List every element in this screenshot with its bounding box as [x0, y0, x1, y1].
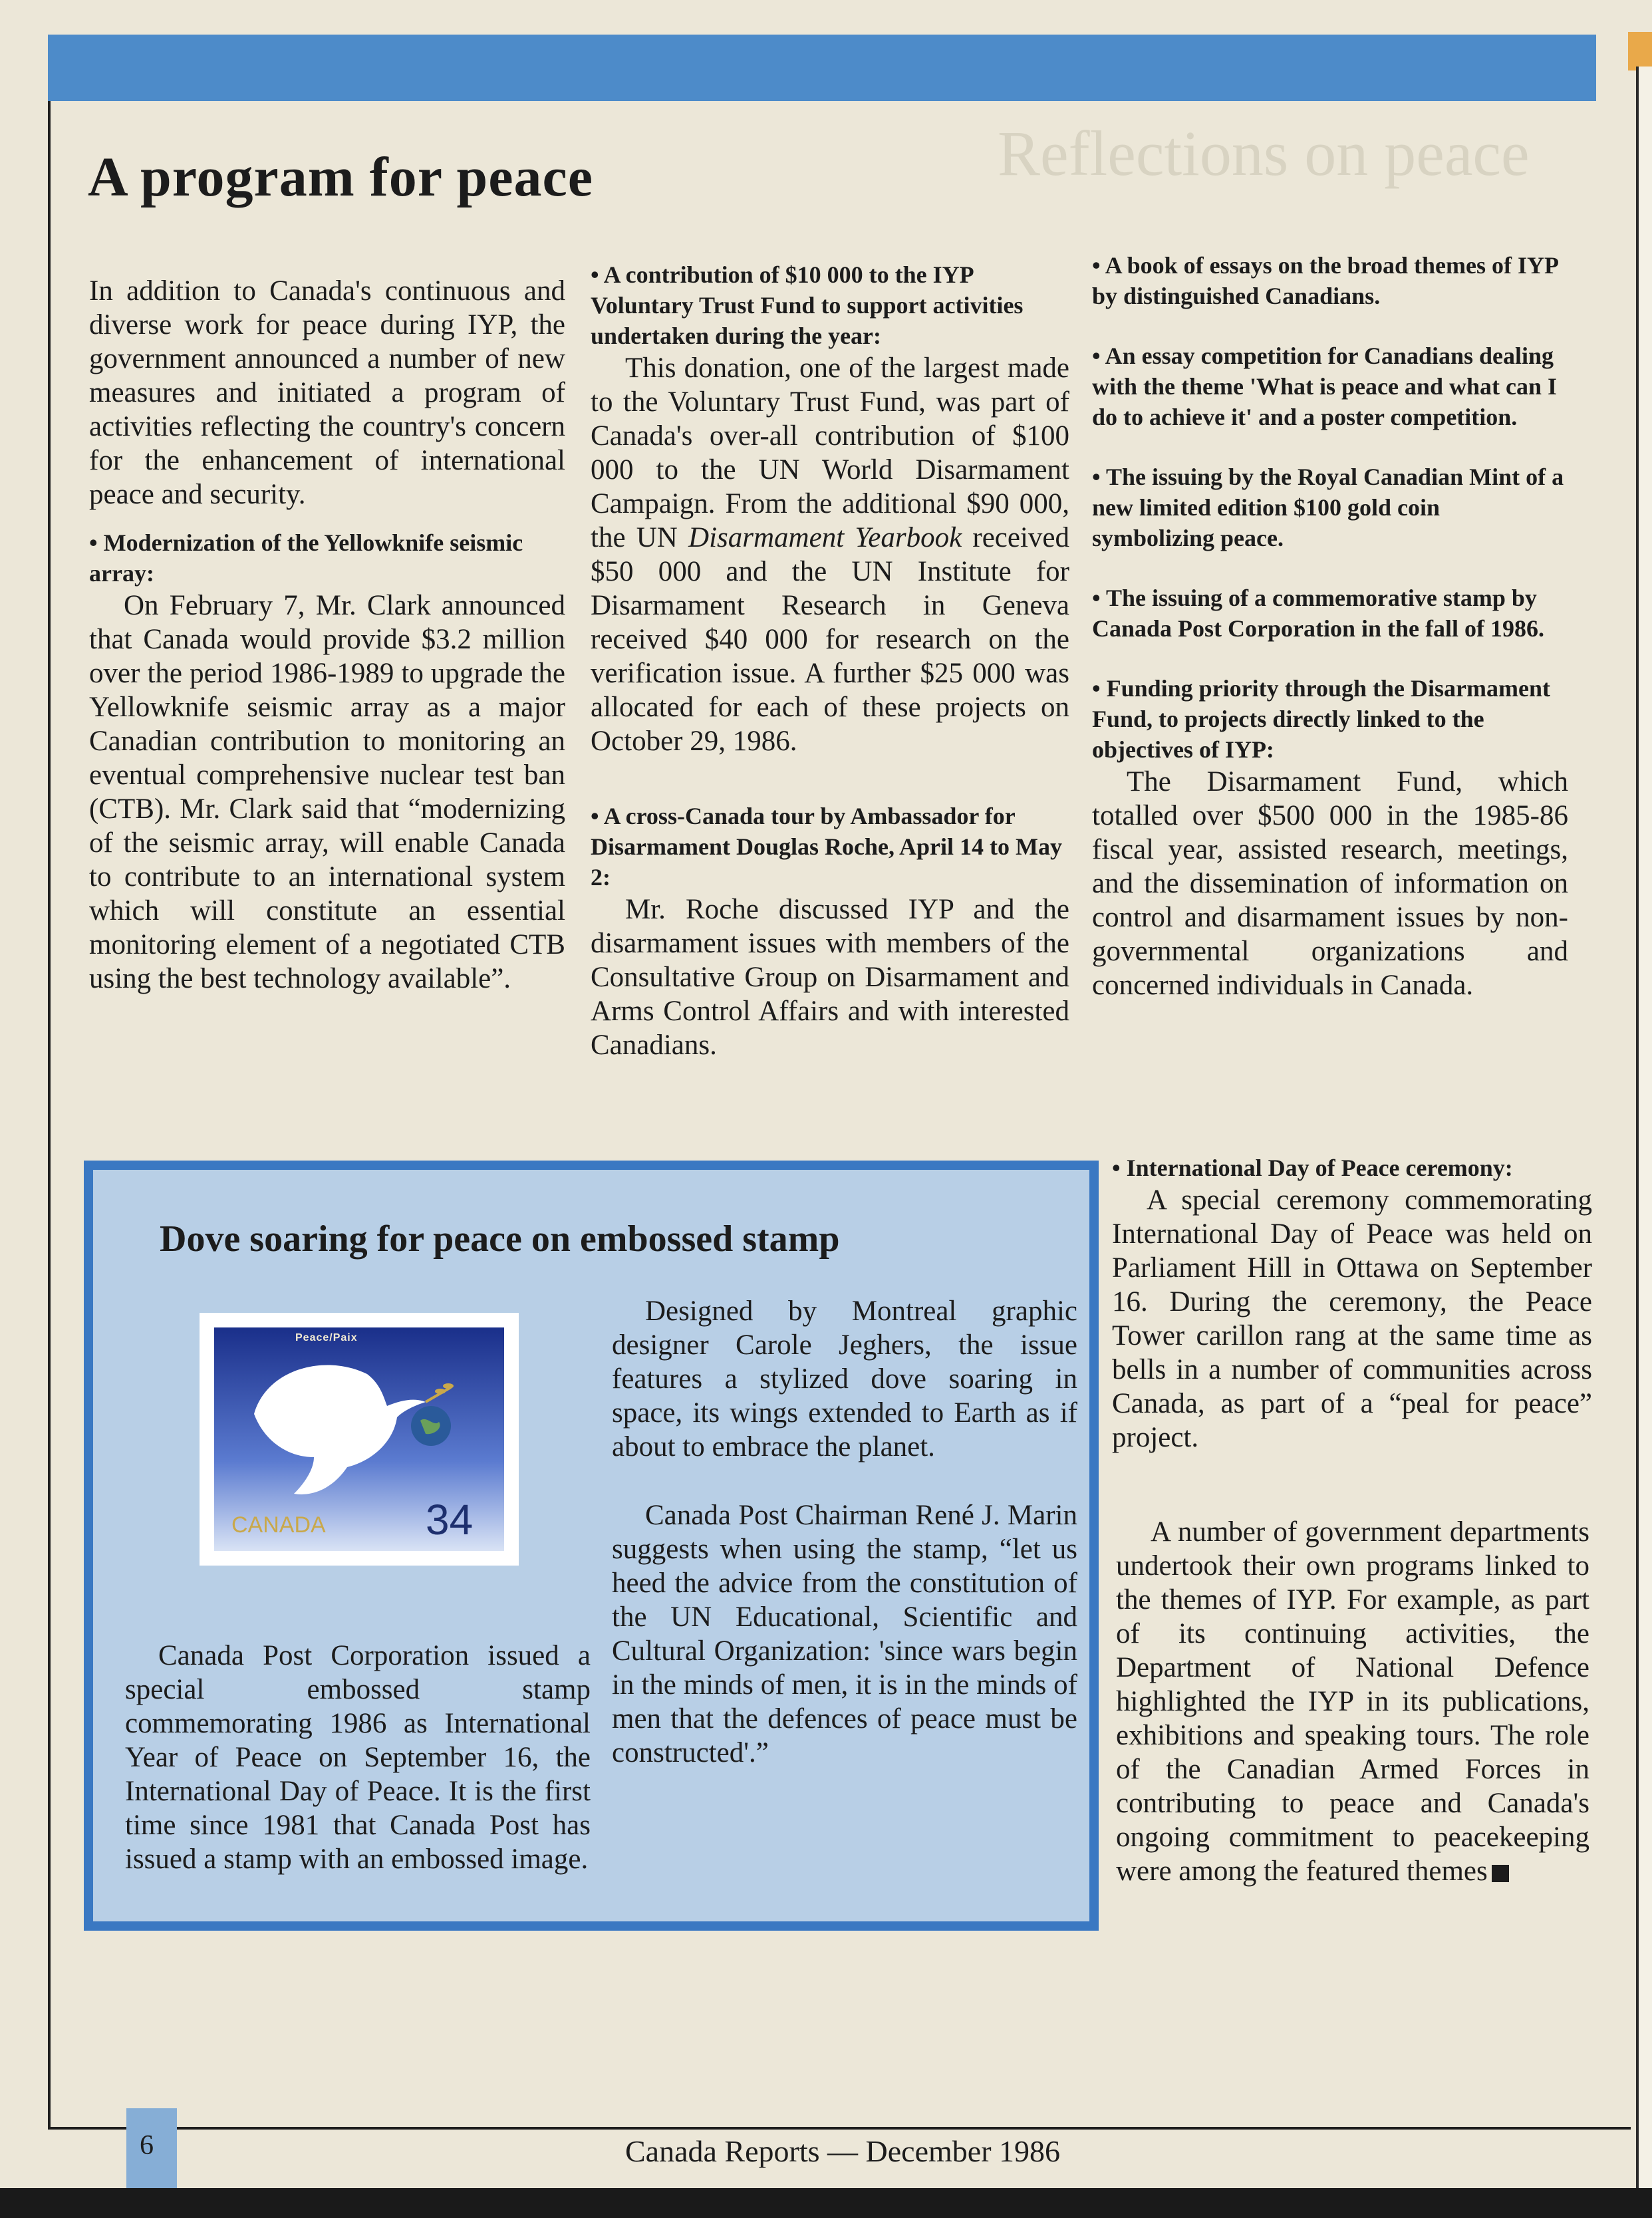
paragraph-roche-tour: Mr. Roche discussed IYP and the disarmament issues with members of the Consultative Group on Disarmament and Arms Control Affairs and with interested Canadians.	[591, 894, 1069, 1061]
end-mark-icon	[1492, 1865, 1509, 1882]
stamp-caption: Peace/Paix	[295, 1332, 358, 1343]
intro-paragraph: In addition to Canada's continuous and diverse work for peace during IYP, the government announced a number of new measures and initiated a program of activities reflecting the country's concern for the enhancement of international peace and security.	[89, 275, 565, 510]
stamp-denomination: 34	[426, 1496, 474, 1544]
sidebar-left-text	[125, 1639, 591, 1876]
column-3-lower	[1112, 1153, 1592, 1455]
stamp-country: CANADA	[231, 1512, 326, 1538]
paragraph-disarmament-fund: The Disarmament Fund, which totalled over $500 000 in the 1985-86 fiscal year, assisted research, meetings, and the dissemination of information on control and disarmament issues by non-governmental organizations and concerned individuals in Canada.	[1092, 766, 1568, 1001]
closing-text: A number of government departments undertook their own programs linked to the themes of IYP. For example, as part of its continuing activities, the Department of National Defence highlighted the IYP in its publications, exhibitions and speaking tours. The role of the Canadian Armed Forces in contributing to peace and Canada's ongoing commitment to peacekeeping were among the featured themes	[1116, 1516, 1589, 1887]
column-2	[591, 259, 1069, 1062]
paragraph-trust-fund	[591, 351, 1069, 758]
facing-page-edge	[1636, 67, 1652, 2218]
paragraph-yellowknife: On February 7, Mr. Clark announced that Canada would provide $3.2 million over the period 1986-1989 to upgrade the Yellowknife seismic array as a major Canadian contribution to monitoring an eventual comprehensive nuclear test ban (CTB). Mr. Clark said that “modernizing of the seismic array, will enable Canada to contribute to an international system which will constitute an essential monitoring element of a negotiated CTB using the best technology available”.	[89, 590, 565, 994]
scan-shadow	[0, 2188, 1652, 2218]
footer-publication: Canada Reports — December 1986	[625, 2134, 1061, 2168]
paragraph-government-departments	[1116, 1515, 1589, 1888]
paragraph-trust-fund-part1: This donation, one of the largest made to the Voluntary Trust Fund, was part of Canada's over-all contribution of $100 000 to the UN World Disarmament Campaign. From the additional $90 000, the UN	[591, 352, 1069, 553]
section-heading-peace-ceremony: • International Day of Peace ceremony:	[1112, 1155, 1513, 1181]
paragraph-stamp-design: Designed by Montreal graphic designer Carole Jeghers, the issue features a stylized dove soaring in space, its wings extended to Earth as if about to embrace the planet.	[612, 1296, 1077, 1462]
page-number: 6	[140, 2130, 154, 2161]
column-3-closing	[1116, 1515, 1589, 1888]
sidebar-title: Dove soaring for peace on embossed stamp	[160, 1218, 840, 1260]
page-title: A program for peace	[88, 146, 594, 208]
paragraph-stamp-issue: Canada Post Corporation issued a special embossed stamp commemorating 1986 as International Year of Peace on September 16, the International Day of Peace. It is the first time since 1981 that Canada Post has issued a stamp with an embossed image.	[125, 1640, 591, 1875]
item-gold-coin: • The issuing by the Royal Canadian Mint of a new limited edition $100 gold coin symbolizing peace.	[1092, 464, 1564, 551]
sidebar-right-text	[612, 1294, 1077, 1770]
column-1	[89, 274, 565, 996]
item-book-of-essays: • A book of essays on the broad themes of IYP by distinguished Canadians.	[1092, 252, 1558, 309]
yearbook-title: Disarmament Yearbook	[688, 522, 962, 553]
page-edge-tab	[1628, 32, 1652, 70]
stamp-image	[200, 1313, 519, 1566]
show-through-heading: Reflections on peace	[998, 118, 1530, 189]
item-essay-competition: • An essay competition for Canadians dealing with the theme 'What is peace and what can I do to achieve it' and a poster competition.	[1092, 343, 1557, 430]
paragraph-peace-ceremony: A special ceremony commemorating International Day of Peace was held on Parliament Hill in Ottawa on September 16. During the ceremony, the Peace Tower carillon rang at the same time as bells in a number of communities across Canada, as part of a “peal for peace” project.	[1112, 1184, 1592, 1453]
section-heading-trust-fund: • A contribution of $10 000 to the IYP Voluntary Trust Fund to support activities undertaken during the year:	[591, 261, 1024, 349]
section-heading-disarmament-fund: • Funding priority through the Disarmament Fund, to projects directly linked to the objectives of IYP:	[1092, 675, 1550, 763]
paragraph-trust-fund-part2: received $50 000 and the UN Institute for Disarmament Research in Geneva received $40 000 for research on the verification issue. A further $25 000 was allocated for each of these projects on October 29, 1986.	[591, 522, 1070, 757]
bottom-rule	[48, 2127, 1631, 2130]
header-color-band	[48, 35, 1596, 101]
section-heading-yellowknife: • Modernization of the Yellowknife seismic array:	[89, 529, 523, 587]
paragraph-chairman-quote: Canada Post Chairman René J. Marin suggests when using the stamp, “let us heed the advice from the constitution of the UN Educational, Scientific and Cultural Organization: 'since wars begin in the minds of men, it is in the minds of men that the defences of peace must be constructed'.”	[612, 1500, 1077, 1768]
item-commemorative-stamp: • The issuing of a commemorative stamp by Canada Post Corporation in the fall of 1986.	[1092, 585, 1545, 642]
left-rule	[48, 101, 51, 2130]
section-heading-roche-tour: • A cross-Canada tour by Ambassador for Disarmament Douglas Roche, April 14 to May 2:	[591, 803, 1062, 891]
column-3	[1092, 250, 1568, 1002]
stamp-sidebar-box	[84, 1161, 1099, 1931]
